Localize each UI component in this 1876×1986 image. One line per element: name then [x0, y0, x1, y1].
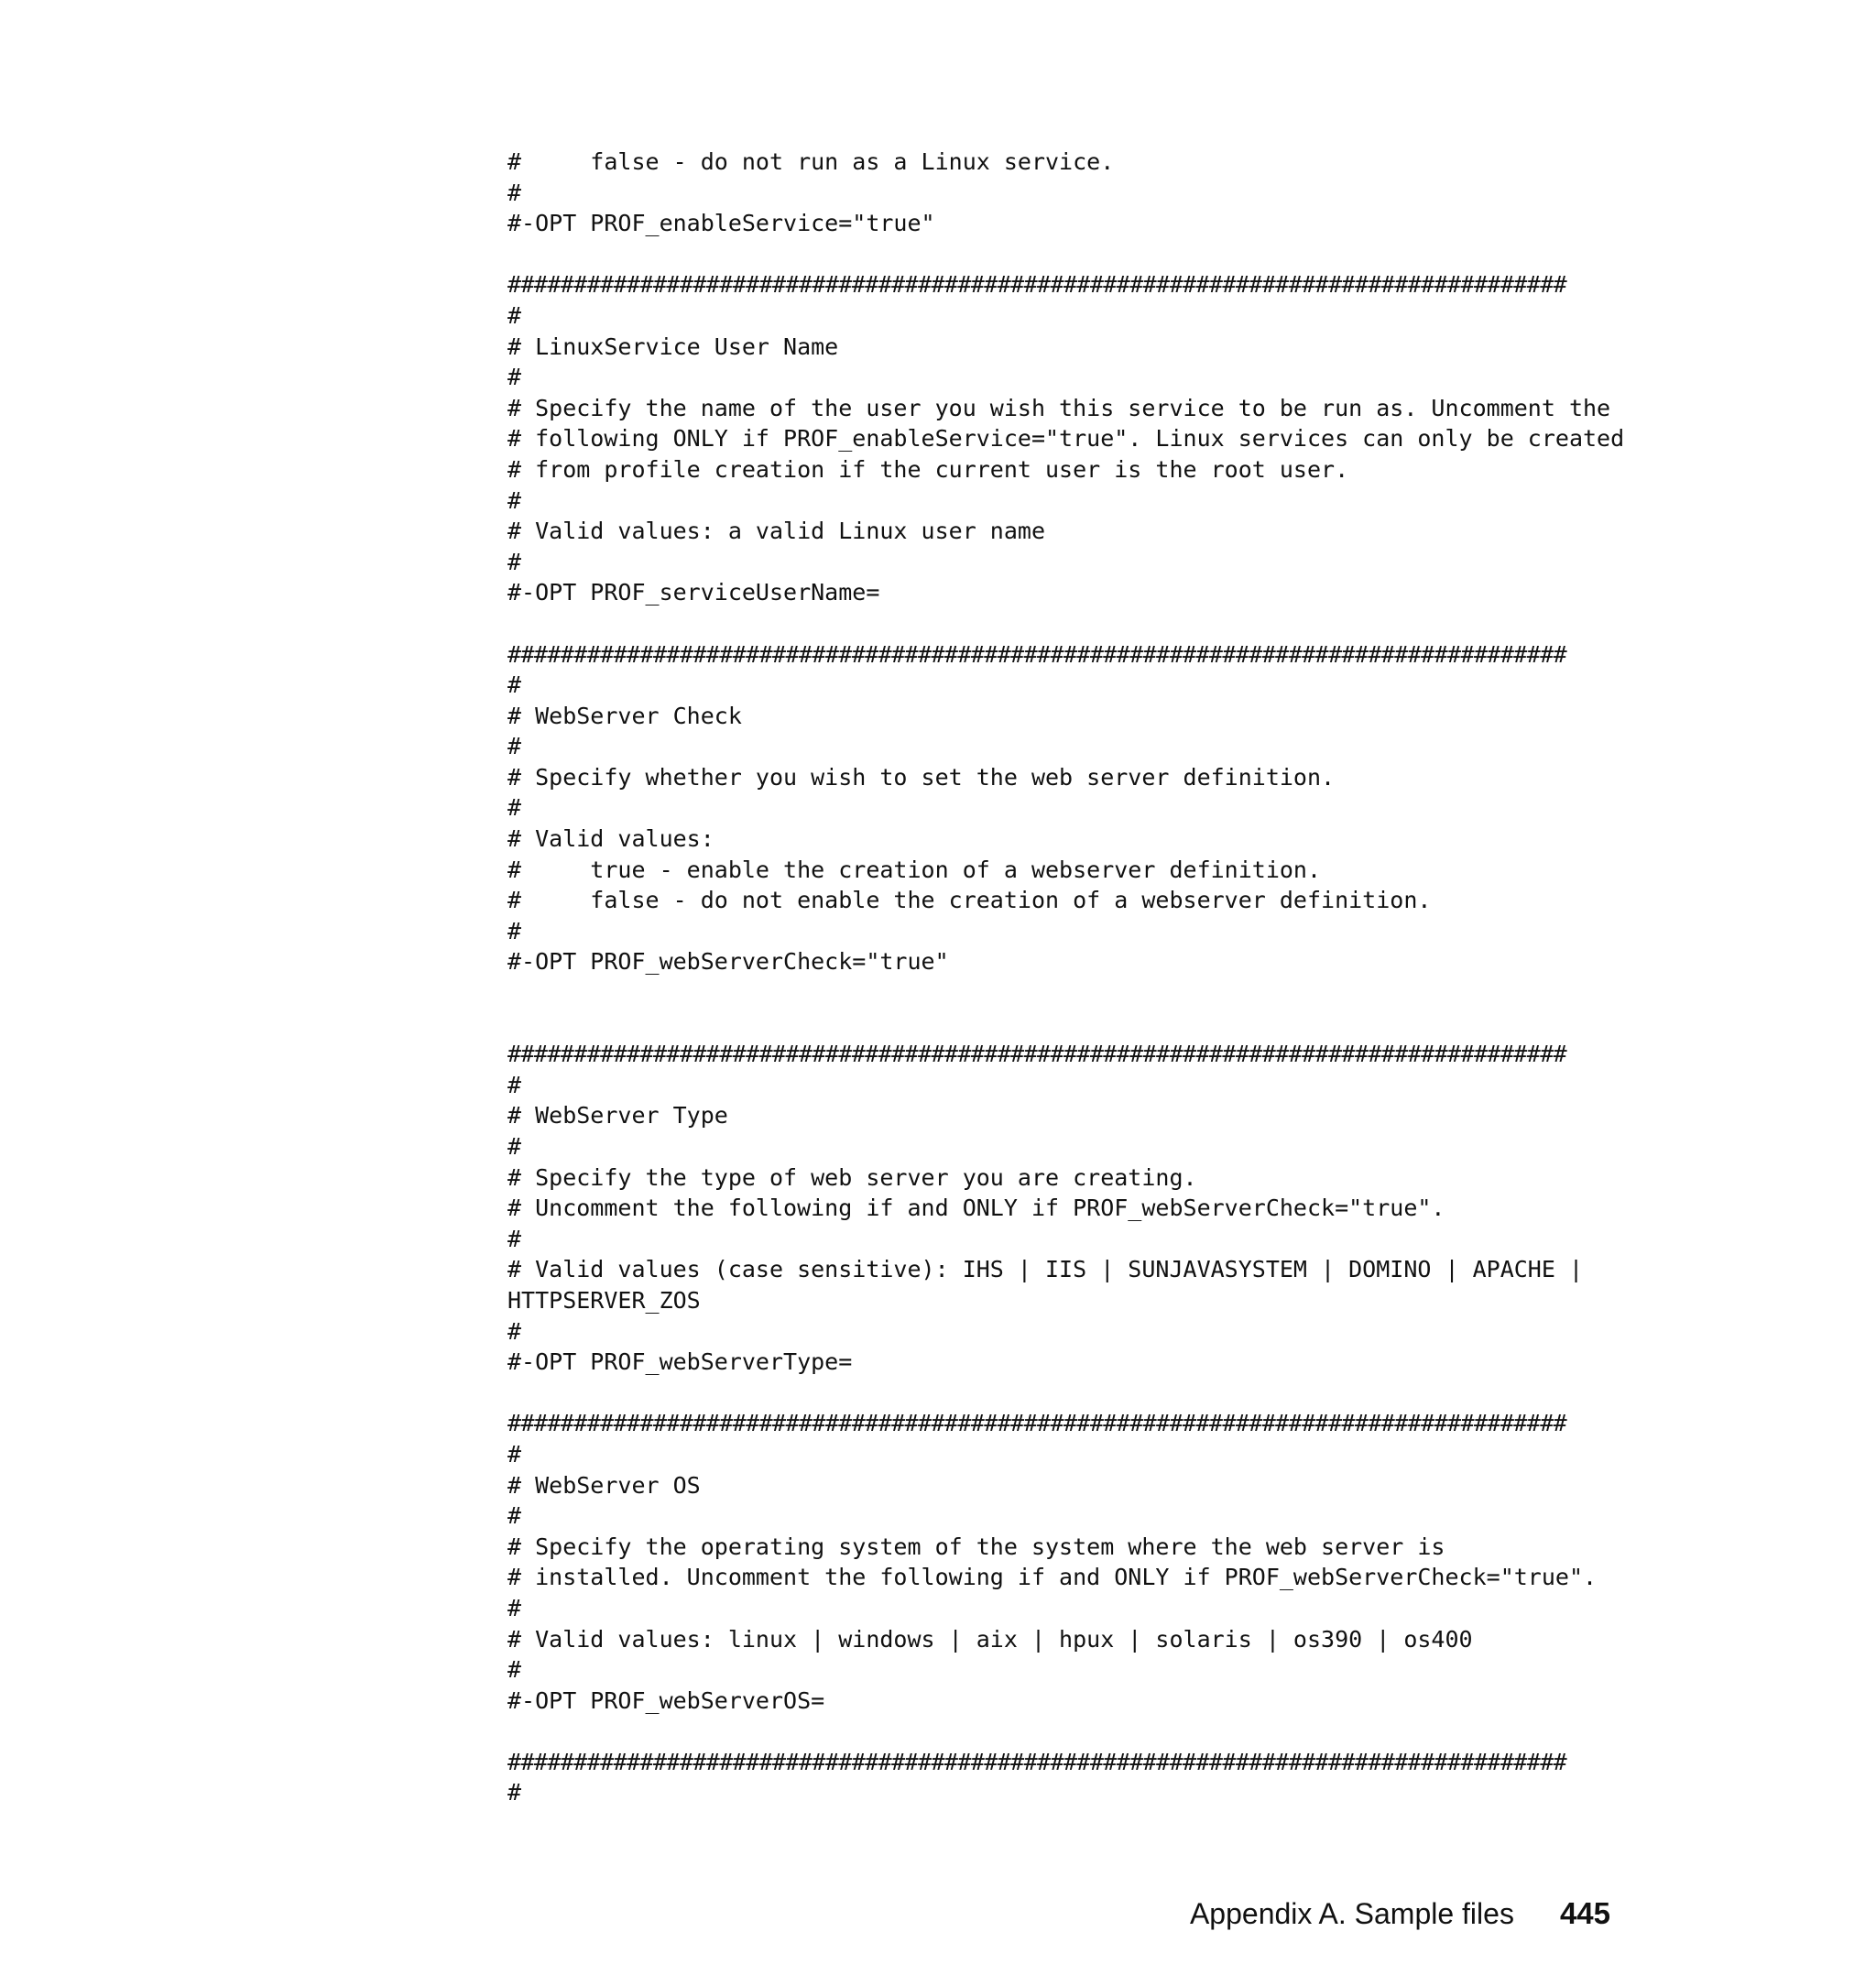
code-line: ################################################################################: [507, 1410, 1567, 1437]
footer-title: Appendix A. Sample files: [1189, 1897, 1514, 1930]
code-line: # Valid values (case sensitive): IHS | IIS | SUNJAVASYSTEM | DOMINO | APACHE |: [507, 1256, 1583, 1283]
code-line: #: [507, 1440, 522, 1468]
code-line: #: [507, 1779, 522, 1806]
code-line: #-OPT PROF_enableService="true": [507, 210, 935, 237]
code-line: [507, 1378, 1624, 1409]
code-line: #: [507, 179, 522, 206]
code-line: ################################################################################: [507, 640, 1567, 668]
code-line: [507, 1009, 1624, 1040]
code-line: #: [507, 1317, 522, 1345]
code-line: #: [507, 733, 522, 760]
code-line: # false - do not run as a Linux service.: [507, 148, 1115, 175]
code-line: ################################################################################: [507, 271, 1567, 299]
code-line: [507, 1716, 1624, 1747]
code-listing: [507, 147, 1624, 1808]
code-line: #: [507, 548, 522, 575]
code-line: #-OPT PROF_serviceUserName=: [507, 579, 880, 606]
code-line: #: [507, 1071, 522, 1098]
code-line: # from profile creation if the current user is the root user.: [507, 455, 1349, 483]
code-line: #: [507, 917, 522, 944]
code-line: # installed. Uncomment the following if and ONLY if PROF_webServerCheck="true".: [507, 1564, 1598, 1591]
code-line: #-OPT PROF_webServerType=: [507, 1348, 853, 1376]
code-line: #-OPT PROF_webServerCheck="true": [507, 948, 949, 976]
code-line: #: [507, 364, 522, 391]
page-number: 445: [1559, 1896, 1610, 1930]
code-line: #: [507, 1133, 522, 1160]
code-line: HTTPSERVER_ZOS: [507, 1286, 701, 1314]
code-line: #: [507, 794, 522, 822]
code-line: #: [507, 1225, 522, 1252]
code-line: #: [507, 486, 522, 514]
code-line: # true - enable the creation of a webserver definition.: [507, 856, 1322, 883]
code-line: # LinuxService User Name: [507, 333, 839, 360]
code-line: ################################################################################: [507, 1748, 1567, 1775]
code-line: #: [507, 1502, 522, 1530]
code-line: # Uncomment the following if and ONLY if PROF_webServerCheck="true".: [507, 1195, 1445, 1222]
code-line: # Valid values:: [507, 825, 714, 853]
code-line: #-OPT PROF_webServerOS=: [507, 1686, 825, 1714]
code-line: # Valid values: linux | windows | aix | hpux | solaris | os390 | os400: [507, 1625, 1473, 1653]
code-line: [507, 239, 1624, 270]
code-line: # WebServer Type: [507, 1102, 728, 1129]
code-line: [507, 977, 1624, 1009]
code-line: #: [507, 301, 522, 329]
code-line: # Specify the name of the user you wish this service to be run as. Uncomment the: [507, 394, 1611, 421]
page-footer: [1190, 1896, 1610, 1931]
code-line: #: [507, 1656, 522, 1684]
code-line: # false - do not enable the creation of a webserver definition.: [507, 887, 1432, 914]
code-line: ################################################################################: [507, 1041, 1567, 1068]
code-line: # following ONLY if PROF_enableService="true". Linux services can only be created: [507, 425, 1625, 453]
code-line: # WebServer OS: [507, 1471, 701, 1499]
code-line: #: [507, 1594, 522, 1621]
code-line: # Specify whether you wish to set the web server definition.: [507, 763, 1336, 791]
code-line: #: [507, 671, 522, 699]
code-line: [507, 608, 1624, 639]
code-line: # Specify the type of web server you are creating.: [507, 1163, 1197, 1191]
code-line: # WebServer Check: [507, 702, 742, 729]
code-line: # Specify the operating system of the system where the web server is: [507, 1533, 1445, 1560]
code-line: # Valid values: a valid Linux user name: [507, 518, 1045, 545]
